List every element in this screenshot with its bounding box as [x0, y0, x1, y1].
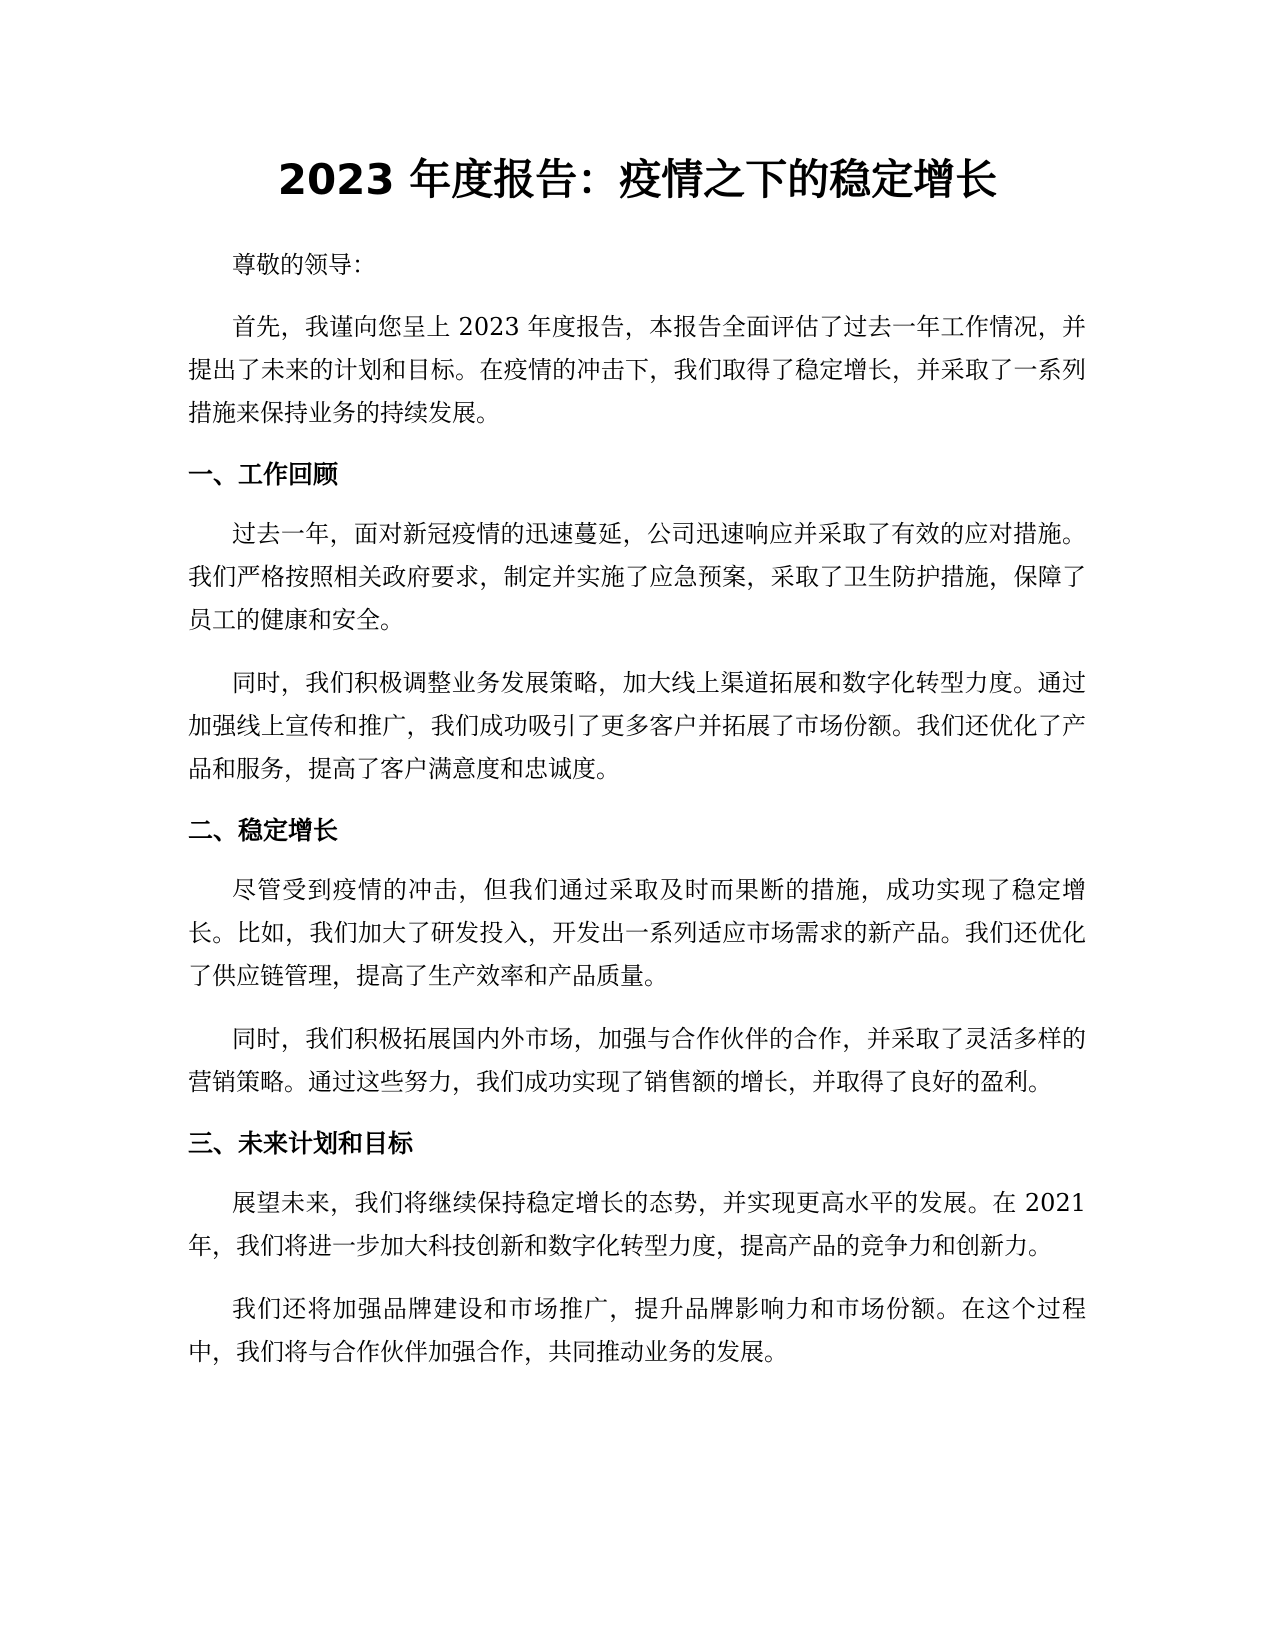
intro-paragraph: 首先，我谨向您呈上 2023 年度报告，本报告全面评估了过去一年工作情况，并提出了未来的计划和目标。在疫情的冲击下，我们取得了稳定增长，并采取了一系列措施来保持业务的持续发展。 — [188, 313, 1086, 427]
section-heading: 三、未来计划和目标 — [188, 1129, 414, 1158]
section-future-plans — [188, 1124, 1086, 1374]
salutation: 尊敬的领导： — [232, 251, 376, 279]
section-paragraph: 我们还将加强品牌建设和市场推广，提升品牌影响力和市场份额。在这个过程中，我们将与合作伙伴加强合作，共同推动业务的发展。 — [188, 1295, 1086, 1366]
document-title: 2023 年度报告：疫情之下的稳定增长 — [277, 155, 998, 204]
section-paragraph: 同时，我们积极拓展国内外市场，加强与合作伙伴的合作，并采取了灵活多样的营销策略。通过这些努力，我们成功实现了销售额的增长，并取得了良好的盈利。 — [188, 1025, 1086, 1096]
section-paragraph: 尽管受到疫情的冲击，但我们通过采取及时而果断的措施，成功实现了稳定增长。比如，我们加大了研发投入，开发出一系列适应市场需求的新产品。我们还优化了供应链管理，提高了生产效率和产品质量。 — [188, 876, 1086, 990]
section-paragraph: 展望未来，我们将继续保持稳定增长的态势，并实现更高水平的发展。在 2021 年，我们将进一步加大科技创新和数字化转型力度，提高产品的竞争力和创新力。 — [188, 1189, 1086, 1260]
section-work-review — [188, 455, 1086, 791]
document-body — [188, 244, 1086, 1394]
section-heading: 一、工作回顾 — [188, 460, 339, 489]
section-paragraph: 过去一年，面对新冠疫情的迅速蔓延，公司迅速响应并采取了有效的应对措施。我们严格按照相关政府要求，制定并实施了应急预案，采取了卫生防护措施，保障了员工的健康和安全。 — [188, 520, 1086, 634]
section-heading: 二、稳定增长 — [188, 816, 339, 845]
section-paragraph: 同时，我们积极调整业务发展策略，加大线上渠道拓展和数字化转型力度。通过加强线上宣传和推广，我们成功吸引了更多客户并拓展了市场份额。我们还优化了产品和服务，提高了客户满意度和忠诚度。 — [188, 669, 1086, 783]
section-stable-growth — [188, 811, 1086, 1104]
